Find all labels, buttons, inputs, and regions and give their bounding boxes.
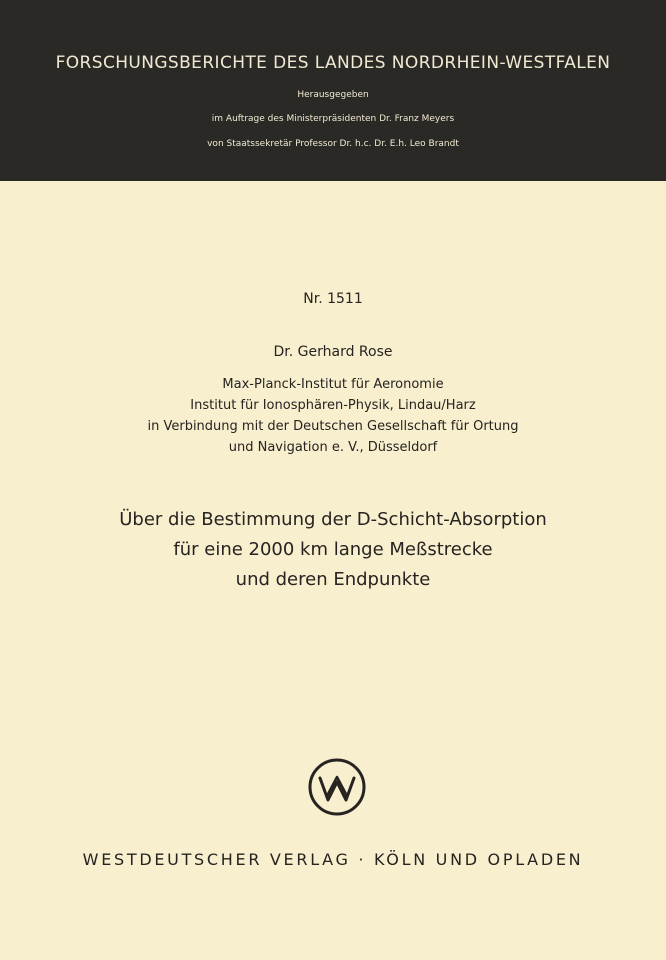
editor-line-2: im Auftrage des Ministerpräsidenten Dr. Franz Meyers <box>211 114 455 124</box>
author-affiliation-line: Institut für Ionosphären-Physik, Lindau/Harz <box>190 398 476 413</box>
series-header <box>0 0 666 181</box>
editor-line-1: Herausgegeben <box>297 90 369 100</box>
author-affiliation-line: und Navigation e. V., Düsseldorf <box>228 440 438 455</box>
series-title: FORSCHUNGSBERICHTE DES LANDES NORDRHEIN-WESTFALEN <box>55 53 611 73</box>
author-name: Dr. Gerhard Rose <box>273 344 393 360</box>
author-affiliation-line: in Verbindung mit der Deutschen Gesellschaft für Ortung <box>147 419 519 434</box>
publisher-logo-icon <box>307 757 367 817</box>
publisher-name: WESTDEUTSCHER VERLAG · KÖLN UND OPLADEN <box>82 850 584 869</box>
author-affiliation-line: Max-Planck-Institut für Aeronomie <box>222 377 444 392</box>
editor-line-3: von Staatssekretär Professor Dr. h.c. Dr. E.h. Leo Brandt <box>207 139 459 149</box>
book-title-line: und deren Endpunkte <box>235 569 431 590</box>
report-number: Nr. 1511 <box>303 291 363 307</box>
book-title-line: für eine 2000 km lange Meßstrecke <box>173 539 493 560</box>
book-title-line: Über die Bestimmung der D-Schicht-Absorption <box>119 509 547 530</box>
